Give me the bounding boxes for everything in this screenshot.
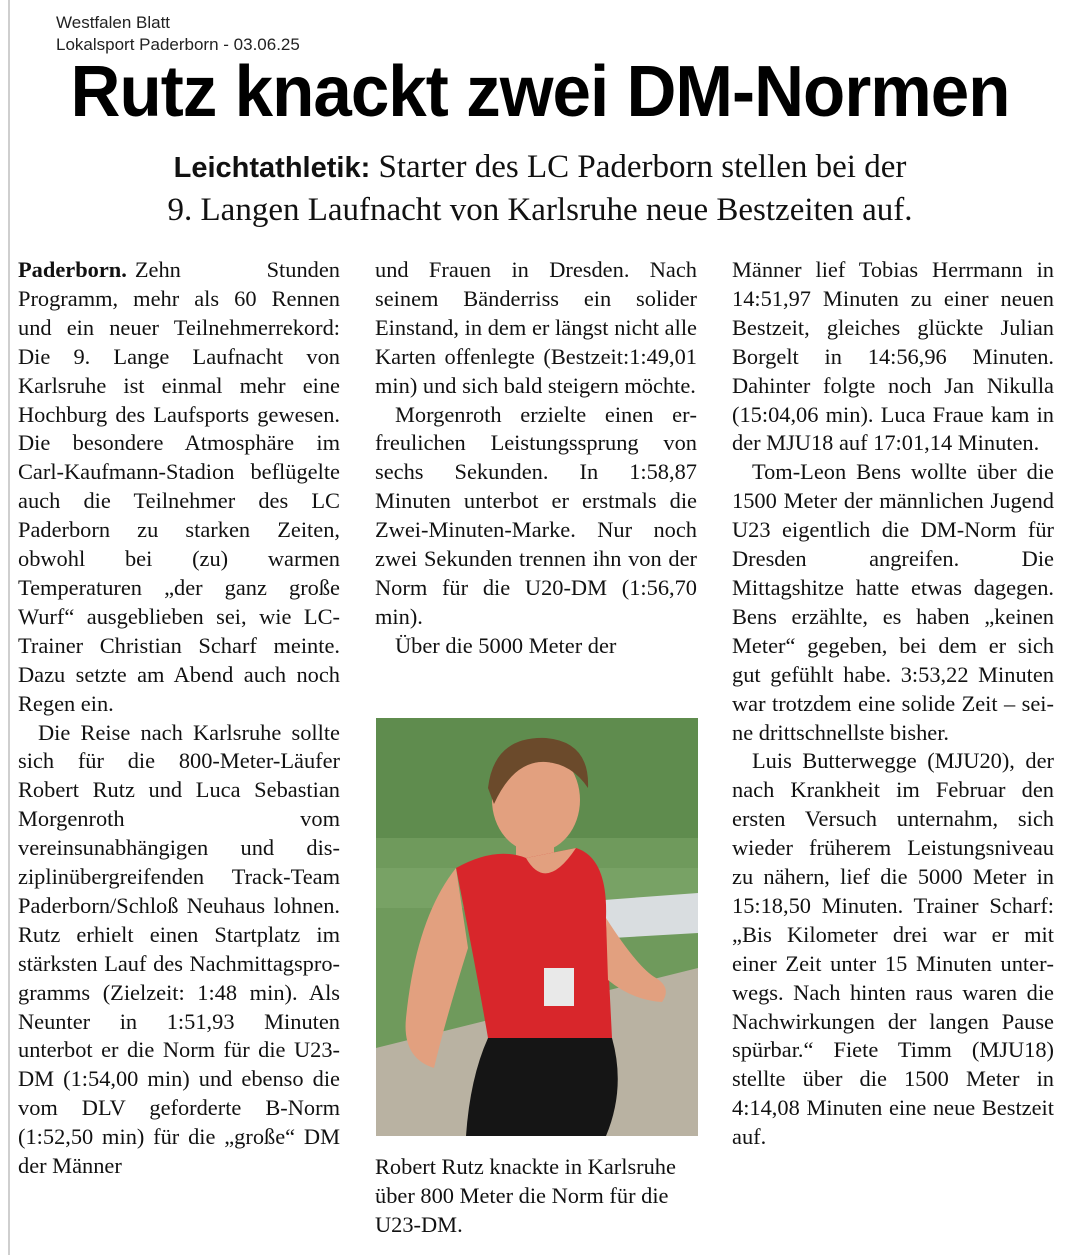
publication-name: Westfalen Blatt [56, 13, 171, 32]
photo-caption: Robert Rutz knackte in Karlsruhe über 800 Meter die Norm für die U23-DM. [375, 1154, 676, 1237]
runner-photo-illustration [376, 718, 698, 1136]
paragraph: und Frauen in Dresden. Nach seinem Bänderriss ein solider Einstand, in dem er längst nicht alle Karten offenlegte (Bestzeit:1:49,01 min) und sich bald steigern möchte. [375, 257, 697, 398]
paragraph: Männer lief Tobias Herrmann in 14:51,97 Minuten zu einer neuen Bestzeit, gleiches glückte Julian Borgelt in 14:56,96 Minuten. Dahinter folgte noch Jan Nikulla (15:04,06 min). Luca Fraue kam in der MJU18 auf 17:01,14 Minuten. [732, 257, 1054, 456]
section-date: Lokalsport Paderborn - 03.06.25 [56, 35, 300, 54]
paragraph-text: Zehn Stunden Programm, mehr als 60 Rennen und ein neuer Teilnehmerrekord: Die 9. Lange Laufnacht von Karlsruhe ist einmal mehr eine Hochburg des Laufsports gewesen. Die besondere Atmosphäre im Carl-Kaufmann-Stadion beflügelte auch die Teilnehmer des LC Paderborn zu starken Zeiten, obwohl bei (zu) warmen Temperaturen „der ganz große Wurf“ ausgeblieben sei, wie LC-Trainer Christian Scharf meinte. Dazu setzte am Abend auch noch Regen ein. [18, 257, 340, 716]
subhead-line-2: 9. Langen Laufnacht von Karlsruhe neue Bestzeiten auf. [167, 192, 913, 228]
paragraph [18, 256, 340, 719]
headline: Rutz knackt zwei DM-Normen [70, 52, 1010, 132]
paragraph: Die Reise nach Karlsruhe sollte sich für die 800-Meter-Läufer Robert Rutz und Luca Sebastian Morgenroth vom vereinsunabhängigen und disziplinübergreifenden Track-Team Paderborn/Schloß Neuhaus lohnen. Rutz erhielt einen Startplatz im stärksten Lauf des Nachmittagsprogramms (Zielzeit: 1:48 min). Als Neunter in 1:51,93 Minuten unterbot er die Norm für die U23-DM (1:54,00 min) und ebenso die vom DLV geforderte B-Norm (1:52,50 min) für die „große“ DM der Männer [18, 719, 340, 1179]
source-info [56, 12, 300, 56]
paragraph: Tom-Leon Bens wollte über die 1500 Meter der männlichen Jugend U23 eigentlich die DM-Norm für Dresden angreifen. Die Mittagshitze hatte etwas dagegen. Bens erzählte, es haben „keinen Meter“ gegeben, bei dem er sich gut gefühlt habe. 3:53,22 Minuten war trotzdem eine solide Zeit – seine drittschnellste bisher. [732, 459, 1054, 745]
subhead-line-1: Starter des LC Paderborn stellen bei der [378, 149, 907, 185]
paragraph: Morgenroth erzielte einen erfreulichen Leistungssprung von sechs Sekunden. In 1:58,87 Minuten unterbot er erstmals die Zwei-Minuten-Marke. Nur noch zwei Sekunden trennen ihn von der Norm für die U20-DM (1:56,70 min). [375, 401, 697, 629]
paragraph: Luis Butterwegge (MJU20), der nach Krankheit im Februar den ersten Versuch unternahm, sich wieder früherem Leistungsniveau zu nähern, lief die 5000 Meter in 15:18,50 Minuten. Trainer Scharf: „Bis Kilometer drei war er mit einer Zeit unter 15 Minuten unterwegs. Nach hinten raus waren die Nachwirkungen der langen Pause spürbar.“ Fiete Timm (MJU18) stellte über die 1500 Meter in 4:14,08 Minuten eine neue Bestzeit auf. [732, 748, 1054, 1150]
column-2 [375, 256, 697, 661]
column-3 [732, 256, 1054, 1152]
dateline: Paderborn. [18, 257, 127, 282]
column-1 [18, 256, 340, 1181]
kicker: Leichtathletik: [173, 152, 371, 184]
subheadline [0, 146, 1080, 231]
paragraph: Über die 5000 Meter der [395, 632, 617, 658]
article-photo [376, 718, 698, 1136]
